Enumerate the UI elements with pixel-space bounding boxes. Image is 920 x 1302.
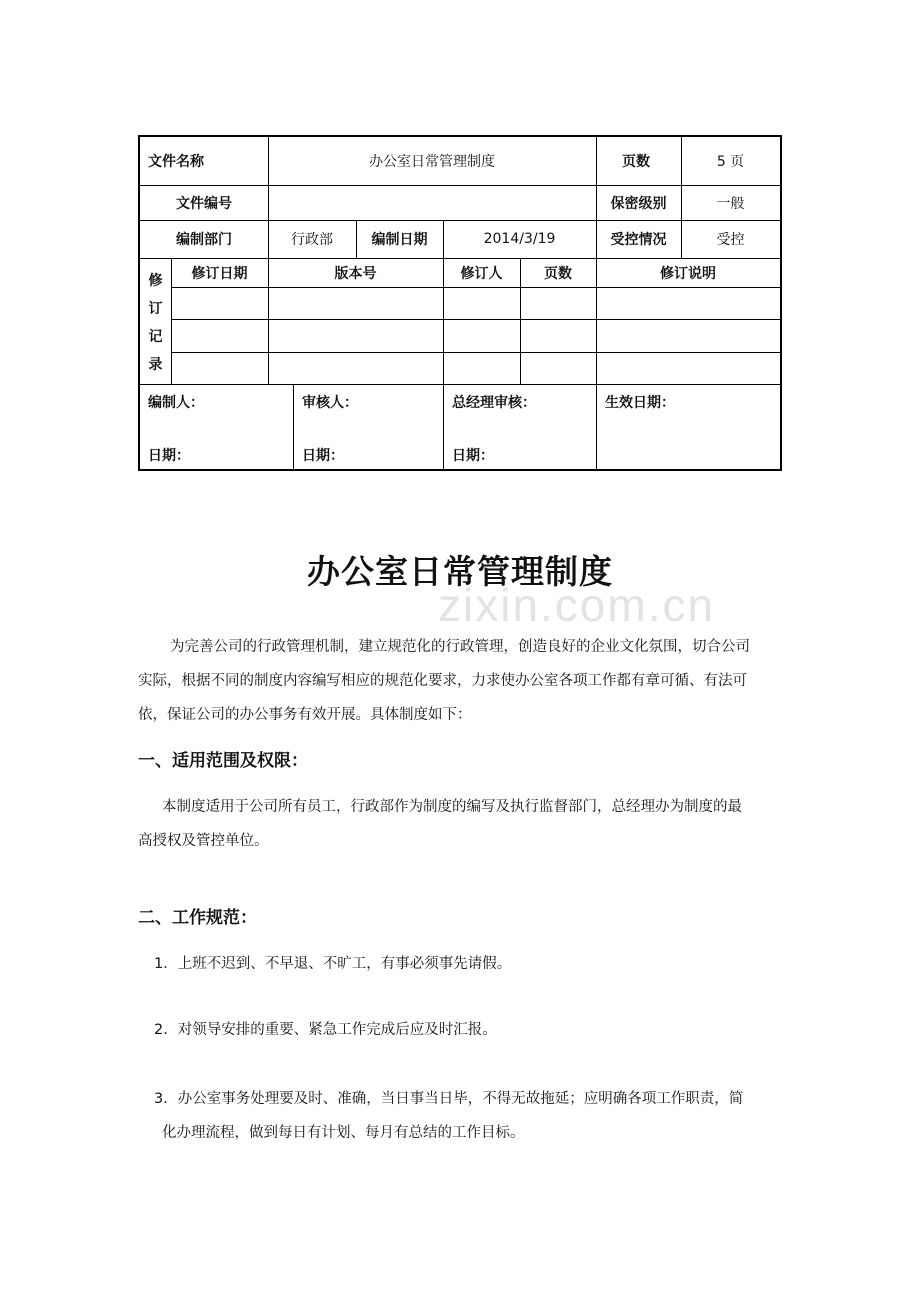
file-number-value bbox=[268, 185, 596, 220]
secrecy-label: 保密级别 bbox=[610, 195, 667, 212]
reviewed-by-label: 审核人： bbox=[302, 395, 358, 411]
revision-record-label bbox=[140, 260, 171, 384]
date-value: 2014/3/19 bbox=[483, 231, 556, 247]
revision-header-notes: 修订说明 bbox=[660, 265, 716, 282]
table-rule bbox=[443, 384, 444, 469]
secrecy-value: 一般 bbox=[716, 195, 745, 212]
rule-3-line: 化办理流程，做到每日有计划、每月有总结的工作目标。 bbox=[162, 1125, 525, 1141]
effective-date-label: 生效日期： bbox=[605, 395, 675, 411]
intro-line: 实际，根据不同的制度内容编写相应的规范化要求，力求使办公室各项工作都有章可循、有法可 bbox=[138, 673, 747, 689]
section1-line: 高授权及管控单位。 bbox=[138, 833, 269, 849]
revision-header-reviser: 修订人 bbox=[460, 265, 503, 282]
gm-review-label: 总经理审核： bbox=[452, 395, 536, 411]
gm-review-date-label: 日期： bbox=[452, 448, 494, 464]
dept-label: 编制部门 bbox=[176, 232, 232, 248]
file-name-label: 文件名称 bbox=[148, 154, 204, 170]
table-rule bbox=[171, 352, 780, 353]
revision-side-char: 记 bbox=[148, 329, 163, 345]
revision-side-char: 录 bbox=[148, 357, 163, 373]
table-rule bbox=[171, 319, 780, 320]
prepared-date-label: 日期： bbox=[148, 448, 190, 464]
revision-header-version: 版本号 bbox=[334, 265, 377, 282]
table-rule bbox=[171, 287, 780, 288]
section1-paragraph bbox=[138, 790, 784, 858]
table-rule bbox=[596, 384, 597, 469]
control-value: 受控 bbox=[716, 232, 745, 248]
section1-heading: 一、适用范围及权限： bbox=[138, 751, 308, 771]
file-name-value: 办公室日常管理制度 bbox=[369, 154, 495, 170]
rule-3-line: 3．办公室事务处理要及时、准确，当日事当日毕，不得无故拖延；应明确各项工作职责，简 bbox=[154, 1091, 744, 1107]
dept-value: 行政部 bbox=[291, 232, 333, 248]
control-label: 受控情况 bbox=[610, 232, 667, 248]
table-rule bbox=[293, 384, 294, 469]
rule-1: 1．上班不迟到、不早退、不旷工，有事必须事先请假。 bbox=[154, 956, 512, 972]
rule-2: 2．对领导安排的重要、紧急工作完成后应及时汇报。 bbox=[154, 1022, 497, 1038]
section1-line: 本制度适用于公司所有员工，行政部作为制度的编写及执行监督部门，总经理办为制度的最 bbox=[162, 799, 742, 815]
date-label: 编制日期 bbox=[371, 232, 428, 248]
intro-line: 为完善公司的行政管理机制，建立规范化的行政管理，创造良好的企业文化氛围，切合公司 bbox=[170, 639, 750, 655]
prepared-by-label: 编制人： bbox=[148, 395, 204, 411]
section2-heading: 二、工作规范： bbox=[138, 908, 257, 928]
intro-line: 依，保证公司的办公事务有效开展。具体制度如下： bbox=[138, 707, 472, 723]
pages-label: 页数 bbox=[622, 154, 650, 170]
revision-header-date: 修订日期 bbox=[191, 265, 248, 282]
file-number-label: 文件编号 bbox=[176, 195, 232, 212]
document-info-table bbox=[138, 135, 782, 471]
table-rule bbox=[140, 384, 780, 385]
rule-3 bbox=[154, 1082, 784, 1150]
revision-side-char: 修 bbox=[148, 273, 163, 289]
revision-side-char: 订 bbox=[148, 301, 163, 317]
pages-value: 5 页 bbox=[716, 154, 745, 170]
reviewed-date-label: 日期： bbox=[302, 448, 344, 464]
intro-paragraph bbox=[138, 630, 784, 732]
revision-header-pages: 页数 bbox=[544, 265, 572, 282]
watermark: zixin.com.cn bbox=[438, 579, 716, 631]
document-title: 办公室日常管理制度 bbox=[307, 552, 613, 591]
